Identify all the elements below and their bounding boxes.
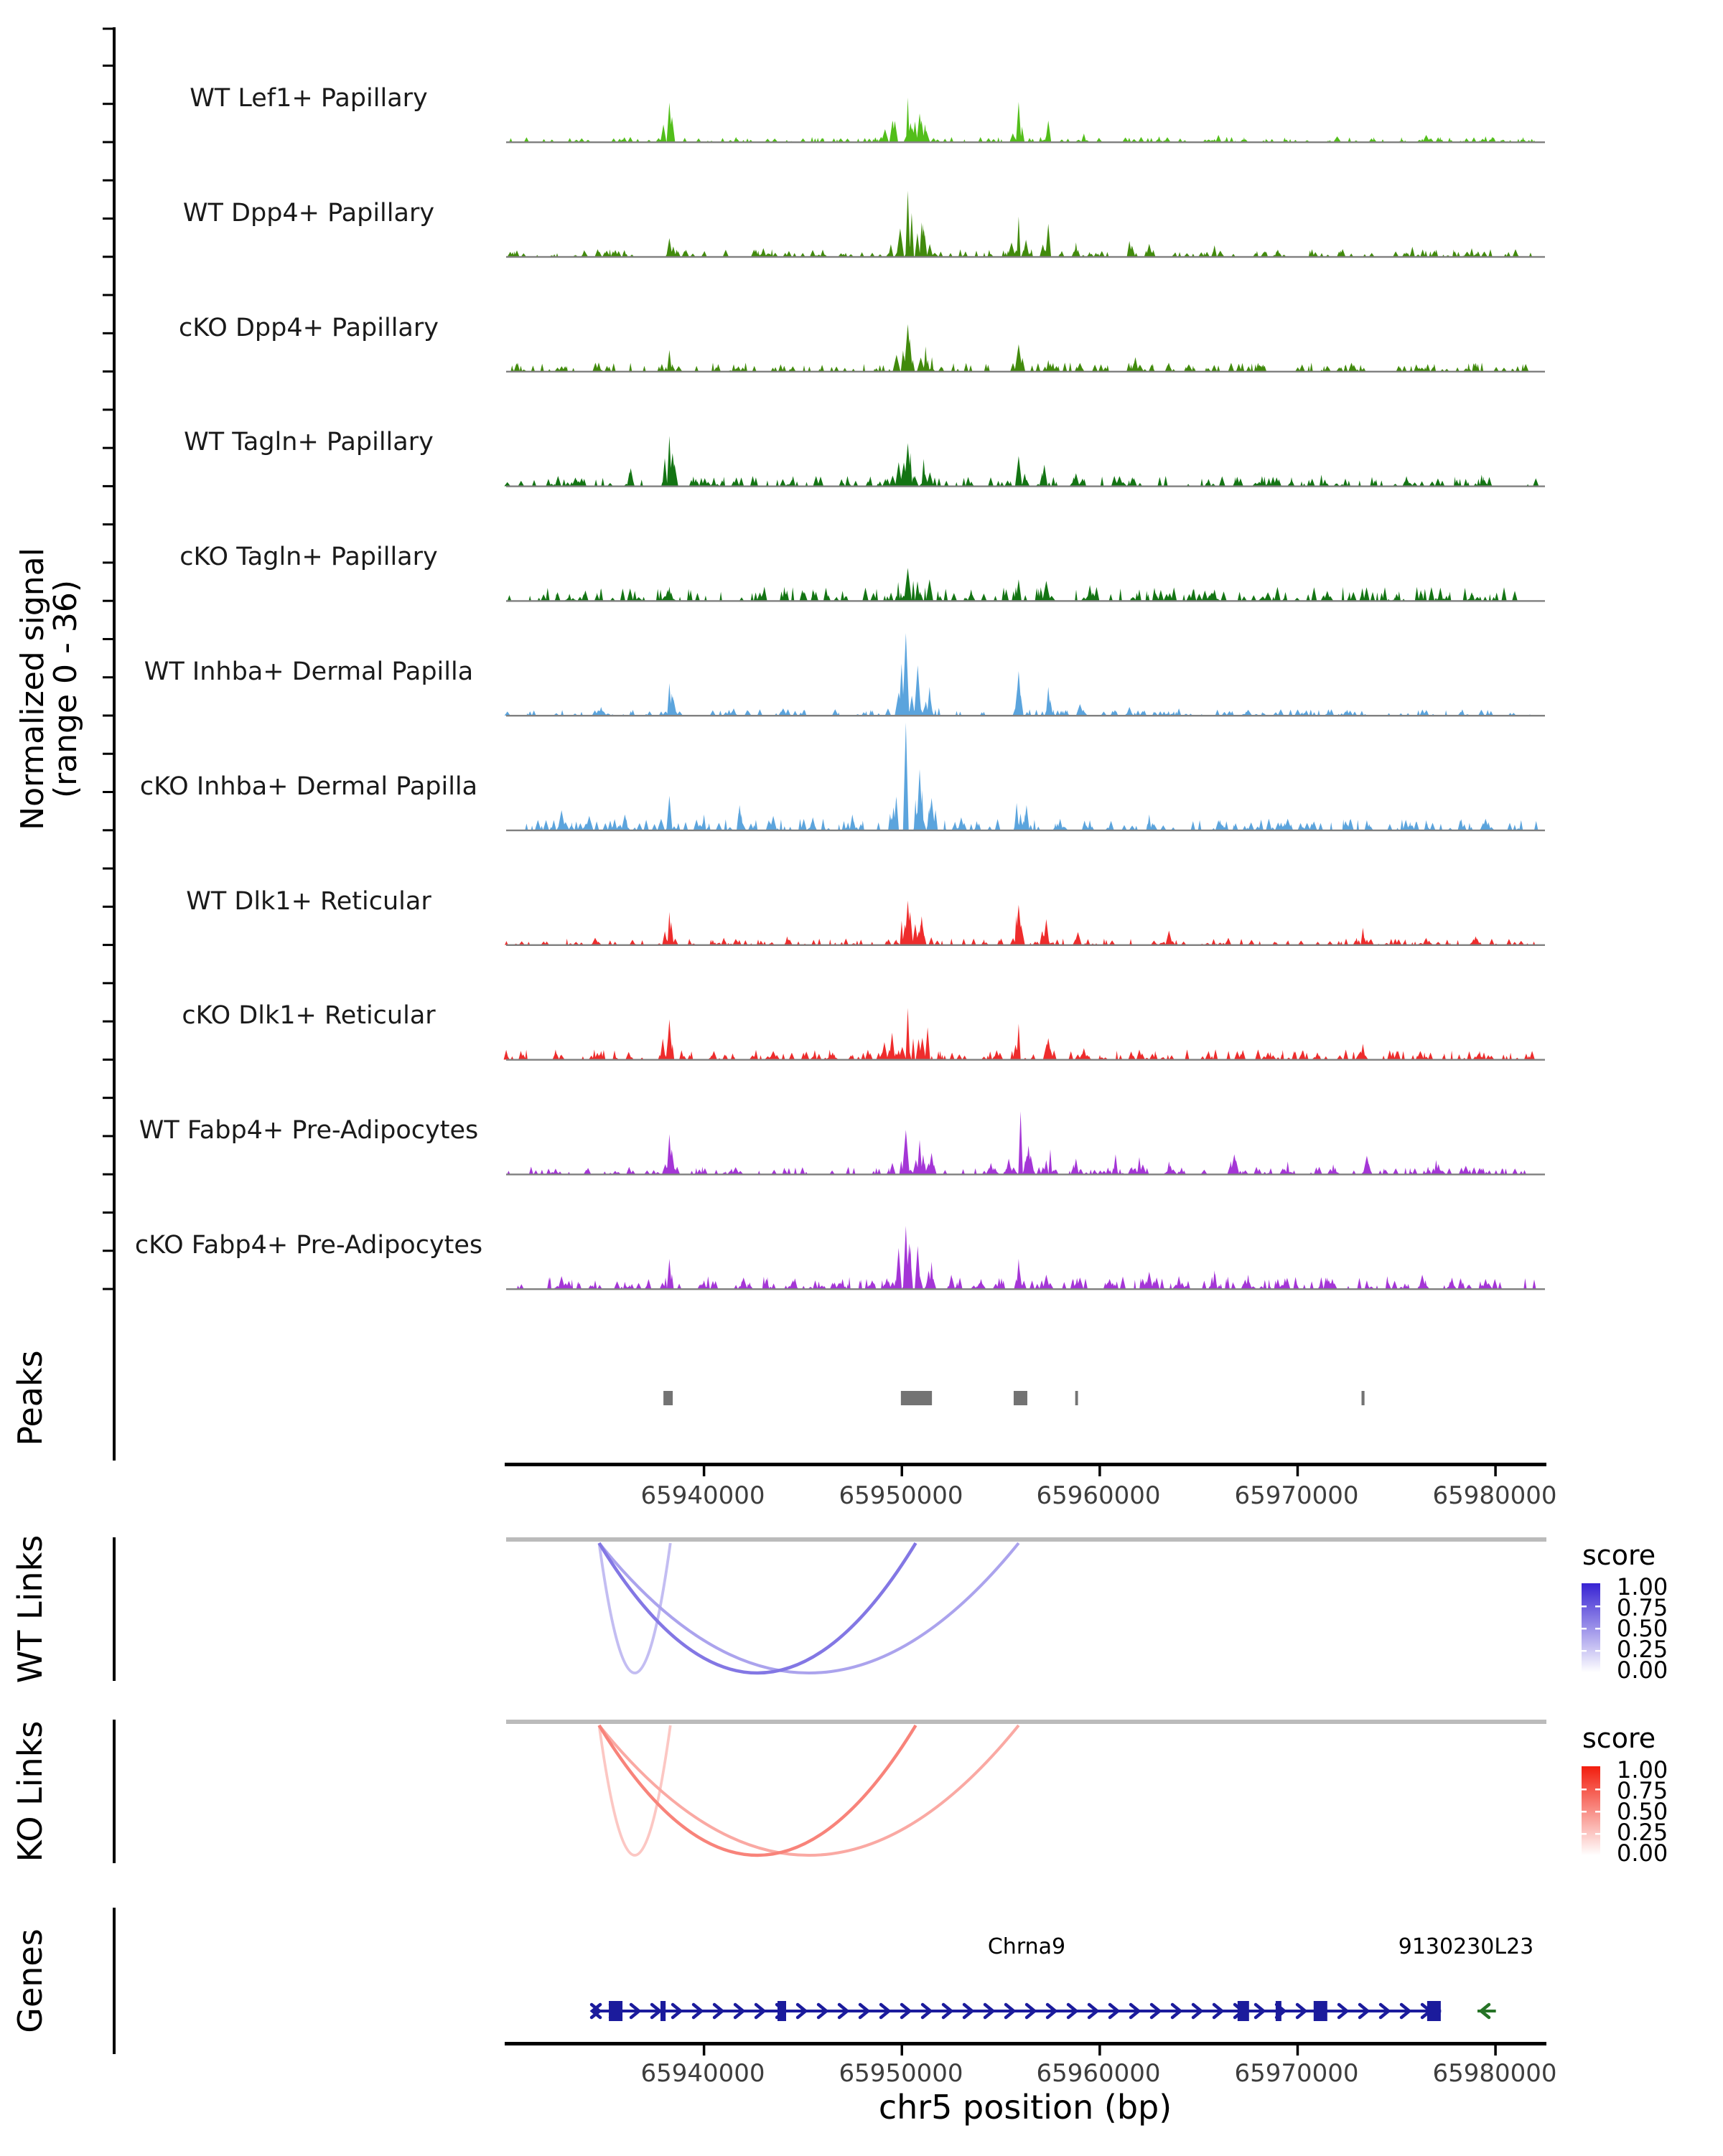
track-label-cko-tagln: cKO Tagln+ Papillary [179, 543, 438, 571]
genes-bracket [113, 1908, 116, 2054]
ko-legend-0.50: 0.50 [1617, 1798, 1668, 1825]
x2-tick-3: 65970000 [1234, 2059, 1359, 2088]
signal-area-4 [508, 568, 1518, 601]
wt-legend-0.75: 0.75 [1617, 1594, 1668, 1621]
signal-baseline-9 [506, 1173, 1545, 1175]
link-arc-2 [599, 1543, 916, 1673]
signal-area-9 [507, 1111, 1526, 1174]
x1-tick-2: 65960000 [1036, 1481, 1161, 1510]
x-axis-2-tick-labels [640, 2059, 1556, 2088]
ko-legend-0.25: 0.25 [1617, 1819, 1668, 1846]
signal-baseline-1 [506, 256, 1545, 258]
ko-links-baseline [506, 1720, 1546, 1724]
x2-tick-4: 65980000 [1432, 2059, 1557, 2088]
peak-box-1 [901, 1391, 932, 1405]
gene-exon-0-2 [778, 2001, 786, 2021]
y-axis-label-line1: Normalized signal [14, 548, 51, 830]
track-label-cko-fabp4: cKO Fabp4+ Pre-Adipocytes [134, 1231, 483, 1260]
signal-baseline-3 [506, 485, 1545, 487]
signal-area-0 [509, 98, 1536, 142]
signal-area-2 [510, 324, 1528, 372]
ko-legend-0.00: 0.00 [1617, 1839, 1668, 1867]
signal-y-axis-ticks [103, 29, 113, 1289]
colorbar-tick [1595, 1628, 1600, 1630]
x2-tick-2: 65960000 [1036, 2059, 1161, 2088]
signal-tracks [504, 98, 1545, 1290]
gene-exon-0-0 [609, 2001, 622, 2021]
genes-section-label: Genes [11, 1928, 50, 2033]
track-label-wt-dlk1: WT Dlk1+ Reticular [186, 887, 431, 916]
colorbar-tick [1582, 1650, 1587, 1652]
ko-legend-0.75: 0.75 [1617, 1777, 1668, 1804]
peak-box-0 [663, 1391, 673, 1405]
colorbar-tick [1582, 1628, 1587, 1630]
x-axis-title: chr5 position (bp) [878, 2088, 1172, 2127]
wt-links-arcs [599, 1543, 1019, 1673]
track-label-wt-inhba: WT Inhba+ Dermal Papilla [144, 657, 474, 686]
ko-legend-1.00: 1.00 [1617, 1756, 1668, 1784]
peaks-section-label: Peaks [11, 1350, 50, 1446]
wt-legend-0.25: 0.25 [1617, 1636, 1668, 1663]
signal-area-7 [505, 901, 1535, 945]
signal-baseline-5 [506, 715, 1545, 716]
x2-tick-1: 65950000 [839, 2059, 963, 2088]
link-arc-2 [599, 1725, 916, 1855]
ko-links-bracket [113, 1720, 116, 1863]
colorbar-tick [1595, 1833, 1600, 1835]
track-label-wt-dpp4: WT Dpp4+ Papillary [182, 199, 435, 228]
ko-score-legend-labels [1617, 1756, 1668, 1867]
signal-area-3 [504, 436, 1538, 486]
track-label-wt-tagln: WT Tagln+ Papillary [184, 428, 434, 456]
colorbar-tick [1595, 1811, 1600, 1813]
wt-links-baseline [506, 1537, 1546, 1542]
signal-area-10 [517, 1226, 1536, 1289]
ko-score-legend-title: score [1582, 1723, 1656, 1754]
wt-legend-0.50: 0.50 [1617, 1615, 1668, 1642]
peaks-track [663, 1391, 1365, 1405]
colorbar-tick [1582, 1789, 1587, 1791]
signal-baseline-7 [506, 945, 1545, 946]
x-axis-1-tick-labels [640, 1481, 1556, 1510]
peak-box-2 [1014, 1391, 1027, 1405]
signal-baseline-8 [506, 1059, 1545, 1060]
x1-tick-1: 65950000 [839, 1481, 963, 1510]
signal-baseline-6 [506, 830, 1545, 831]
signal-baseline-2 [506, 371, 1545, 372]
track-label-cko-inhba: cKO Inhba+ Dermal Papilla [139, 772, 478, 801]
signal-baseline-4 [506, 600, 1545, 601]
signal-area-5 [505, 633, 1532, 716]
gene-exon-0-1 [660, 2001, 666, 2021]
x1-tick-3: 65970000 [1234, 1481, 1359, 1510]
gene-exon-0-3 [1238, 2001, 1249, 2021]
link-arc-1 [599, 1543, 1019, 1673]
colorbar-tick [1582, 1833, 1587, 1835]
x-axis-1-line [505, 1463, 1546, 1466]
signal-baseline-10 [506, 1288, 1545, 1290]
signal-area-6 [525, 723, 1538, 830]
colorbar-tick [1595, 1789, 1600, 1791]
peak-box-3 [1075, 1391, 1078, 1405]
signal-area-1 [508, 191, 1532, 257]
track-label-cko-dpp4: cKO Dpp4+ Papillary [179, 314, 439, 342]
track-label-wt-fabp4: WT Fabp4+ Pre-Adipocytes [139, 1116, 479, 1145]
y-axis-label-line2: (range 0 - 36) [47, 579, 84, 799]
x2-tick-0: 65940000 [640, 2059, 765, 2088]
signal-baseline-0 [506, 141, 1545, 143]
x1-tick-0: 65940000 [640, 1481, 765, 1510]
ko-links-arcs [599, 1725, 1019, 1855]
x-axis-2-line [505, 2042, 1546, 2045]
gene-name-chrna9: Chrna9 [987, 1934, 1066, 1959]
ko-links-section-label: KO Links [11, 1720, 50, 1862]
colorbar-tick [1595, 1650, 1600, 1652]
wt-links-bracket [113, 1537, 116, 1681]
track-label-cko-dlk1: cKO Dlk1+ Reticular [182, 1001, 436, 1030]
gene-exon-0-4 [1276, 2001, 1281, 2021]
signal-y-axis-line [113, 27, 116, 1349]
wt-legend-1.00: 1.00 [1617, 1573, 1668, 1600]
x1-tick-4: 65980000 [1432, 1481, 1557, 1510]
wt-links-section-label: WT Links [11, 1534, 50, 1684]
wt-legend-0.00: 0.00 [1617, 1656, 1668, 1684]
colorbar-tick [1595, 1606, 1600, 1608]
colorbar-tick [1582, 1811, 1587, 1813]
peaks-bracket [113, 1336, 116, 1461]
gene-exon-0-6 [1427, 2001, 1441, 2021]
link-arc-1 [599, 1725, 1019, 1855]
signal-area-8 [504, 1008, 1535, 1059]
gene-models [592, 2001, 1496, 2021]
gene-name-9130230L23: 9130230L23 [1398, 1934, 1534, 1959]
gene-exon-0-5 [1314, 2001, 1327, 2021]
wt-score-legend-labels [1617, 1573, 1668, 1684]
wt-score-legend-title: score [1582, 1539, 1656, 1571]
track-label-wt-lef1: WT Lef1+ Papillary [190, 84, 428, 113]
peak-box-4 [1362, 1391, 1365, 1405]
colorbar-tick [1582, 1606, 1587, 1608]
